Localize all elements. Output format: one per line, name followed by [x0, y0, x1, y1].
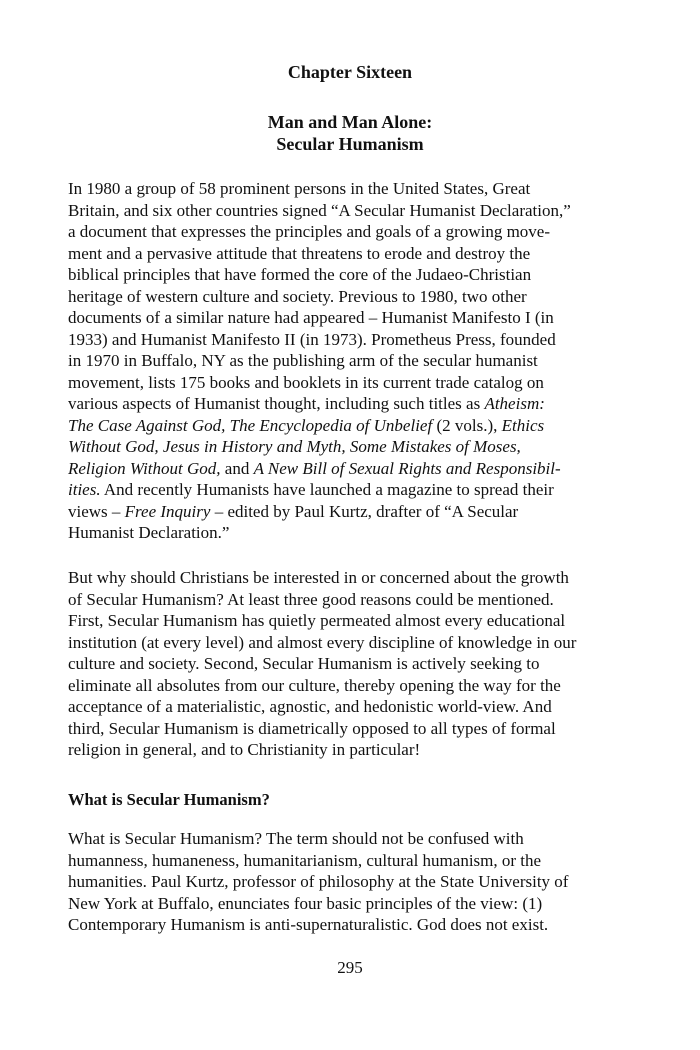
- text-run: Contemporary Humanism is anti-supernaturalistic. God does not exist.: [68, 915, 549, 934]
- text-line: [68, 893, 628, 915]
- text-run: culture and society. Second, Secular Humanism is actively seeking to: [68, 654, 540, 673]
- text-run: humanness, humaneness, humanitarianism, cultural humanism, or the: [68, 850, 542, 870]
- text-run: various aspects of Humanist thought, including such titles as: [68, 394, 485, 413]
- text-run: eliminate all absolutes from our culture, thereby opening the way for the: [68, 675, 561, 695]
- text-line: [68, 243, 628, 265]
- text-run: First, Secular Humanism has quietly permeated almost every educational: [68, 611, 566, 630]
- text-run: institution (at every level) and almost every discipline of knowledge in our: [68, 632, 577, 652]
- paragraph-intro: [68, 178, 628, 544]
- text-line: [68, 718, 628, 740]
- text-run: (2 vols.),: [432, 415, 502, 435]
- text-run: But why should Christians be interested in or concerned about the growth: [68, 568, 569, 587]
- text-line: [68, 632, 628, 654]
- text-line: [68, 850, 628, 872]
- text-line: [68, 372, 628, 394]
- italic-title-run: Ethics: [501, 415, 545, 435]
- text-run: a document that expresses the principles and goals of a growing move-: [68, 222, 551, 241]
- text-line: [68, 286, 628, 308]
- text-line: [68, 350, 628, 372]
- text-run: of Secular Humanism? At least three good reasons could be mentioned.: [68, 589, 554, 609]
- text-line: [68, 589, 628, 611]
- text-line: [68, 415, 628, 437]
- text-run: Humanist Declaration.”: [68, 523, 230, 542]
- text-run: views –: [68, 501, 125, 521]
- text-line: [68, 739, 628, 761]
- text-line: [68, 479, 628, 501]
- text-run: ment and a pervasive attitude that threatens to erode and destroy the: [68, 243, 531, 263]
- text-run: in 1970 in Buffalo, NY as the publishing arm of the secular humanist: [68, 351, 538, 370]
- text-line: [68, 200, 628, 222]
- text-run: third, Secular Humanism is diametrically opposed to all types of formal: [68, 718, 556, 738]
- text-line: [68, 329, 628, 351]
- text-line: [68, 914, 628, 936]
- text-run: And recently Humanists have launched a magazine to spread their: [100, 480, 554, 499]
- italic-title-run: Atheism:: [484, 394, 545, 413]
- text-run: What is Secular Humanism? The term should not be confused with: [68, 829, 524, 848]
- text-line: [68, 501, 628, 523]
- italic-title-run: A New Bill of Sexual Rights and Responsibil-: [253, 458, 561, 478]
- chapter-title-line-1: Man and Man Alone:: [267, 112, 433, 132]
- text-line: [68, 221, 628, 243]
- text-line: [68, 522, 628, 544]
- italic-title-run: The Case Against God, The Encyclopedia of Unbelief: [68, 415, 433, 435]
- text-line: [68, 393, 628, 415]
- chapter-title-line-2: Secular Humanism: [276, 134, 424, 154]
- text-line: [68, 264, 628, 286]
- italic-title-run: Religion Without God,: [68, 458, 221, 478]
- paragraph-definition: [68, 828, 628, 936]
- text-line: [68, 307, 628, 329]
- text-line: [68, 871, 628, 893]
- chapter-title: [0, 111, 700, 155]
- text-line: [68, 436, 628, 458]
- paragraph-reasons: [68, 567, 628, 761]
- text-run: documents of a similar nature had appeared – Humanist Manifesto I (in: [68, 308, 554, 327]
- text-line: [68, 178, 628, 200]
- text-run: humanities. Paul Kurtz, professor of philosophy at the State University of: [68, 872, 569, 891]
- text-line: [68, 610, 628, 632]
- text-run: movement, lists 175 books and booklets in its current trade catalog on: [68, 372, 544, 392]
- chapter-label: Chapter Sixteen: [287, 62, 413, 82]
- italic-title-run: Free Inquiry: [124, 501, 211, 521]
- text-run: biblical principles that have formed the core of the Judaeo-Christian: [68, 265, 532, 284]
- text-run: heritage of western culture and society. Previous to 1980, two other: [68, 286, 527, 306]
- text-line: [68, 828, 628, 850]
- text-line: [68, 458, 628, 480]
- text-run: Britain, and six other countries signed “A Secular Humanist Declaration,”: [68, 200, 571, 220]
- italic-title-run: ities.: [68, 480, 101, 499]
- text-run: 1933) and Humanist Manifesto II (in 1973). Prometheus Press, founded: [68, 329, 556, 349]
- italic-title-run: Without God, Jesus in History and Myth, Some Mistakes of Moses,: [68, 437, 521, 456]
- text-run: New York at Buffalo, enunciates four basic principles of the view: (1): [68, 893, 543, 913]
- text-run: religion in general, and to Christianity in particular!: [68, 740, 421, 759]
- page-number: 295: [337, 958, 363, 977]
- text-run: – edited by Paul Kurtz, drafter of “A Secular: [210, 501, 519, 521]
- section-heading: What is Secular Humanism?: [68, 790, 270, 809]
- text-line: [68, 696, 628, 718]
- text-run: and: [220, 458, 254, 478]
- text-line: [68, 653, 628, 675]
- text-line: [68, 567, 628, 589]
- text-run: acceptance of a materialistic, agnostic, and hedonistic world-view. And: [68, 697, 552, 716]
- text-line: [68, 675, 628, 697]
- text-run: In 1980 a group of 58 prominent persons in the United States, Great: [68, 179, 531, 198]
